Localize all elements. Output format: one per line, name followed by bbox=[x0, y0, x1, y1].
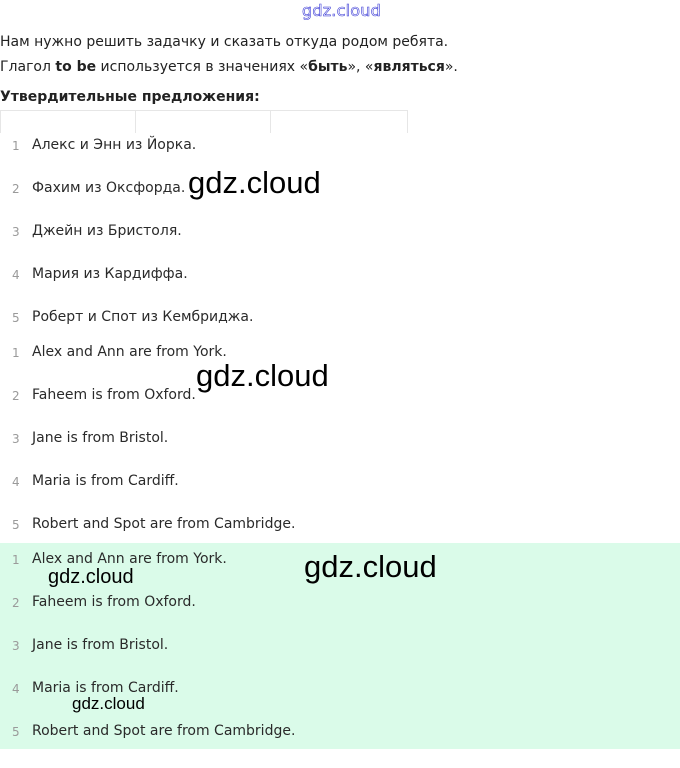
list-item bbox=[0, 596, 680, 639]
intro-line-2-bold-to-be: to be bbox=[55, 59, 97, 75]
list-item-text: Robert and Spot are from Cambridge. bbox=[32, 723, 296, 739]
russian-list bbox=[0, 131, 680, 341]
list-item-number: 3 bbox=[12, 639, 20, 653]
intro-line-2-suffix: ». bbox=[444, 59, 458, 75]
watermark: gdz.cloud bbox=[304, 549, 437, 584]
list-item bbox=[0, 389, 680, 432]
list-item-text: Роберт и Спот из Кембриджа. bbox=[32, 309, 254, 325]
table-col-1 bbox=[1, 111, 136, 133]
table-header-peek bbox=[0, 110, 408, 133]
list-item-text: Maria is from Cardiff. bbox=[32, 473, 179, 489]
list-item-text: Мария из Кардиффа. bbox=[32, 266, 188, 282]
intro-line-2 bbox=[0, 55, 680, 80]
intro-line-2-mid2: », « bbox=[347, 59, 374, 75]
list-item-text: Джейн из Бристоля. bbox=[32, 223, 182, 239]
list-item-number: 1 bbox=[12, 139, 20, 153]
intro-line-1: Нам нужно решить задачку и сказать откуда родом ребята. bbox=[0, 34, 449, 50]
table-col-3 bbox=[271, 111, 407, 133]
list-item-text: Алекс и Энн из Йорка. bbox=[32, 137, 197, 153]
list-item-text: Jane is from Bristol. bbox=[32, 430, 169, 446]
list-item bbox=[0, 139, 680, 182]
list-item-text: Alex and Ann are from York. bbox=[32, 551, 227, 567]
list-item-text: Jane is from Bristol. bbox=[32, 637, 169, 653]
list-item bbox=[0, 225, 680, 268]
table-col-2 bbox=[136, 111, 271, 133]
list-item-number: 5 bbox=[12, 518, 20, 532]
intro-line-2-mid: используется в значениях « bbox=[96, 59, 309, 75]
list-item-text: Maria is from Cardiff. bbox=[32, 680, 179, 696]
watermark: gdz.cloud bbox=[188, 165, 321, 200]
intro-line-2-prefix: Глагол bbox=[0, 59, 56, 75]
list-item-number: 1 bbox=[12, 346, 20, 360]
list-item-number: 4 bbox=[12, 475, 20, 489]
list-item-number: 2 bbox=[12, 182, 20, 196]
list-item-number: 5 bbox=[12, 311, 20, 325]
watermark: gdz.cloud bbox=[48, 566, 134, 588]
english-list bbox=[0, 338, 680, 544]
list-item-text: Alex and Ann are from York. bbox=[32, 344, 227, 360]
list-item-number: 2 bbox=[12, 389, 20, 403]
list-item-number: 4 bbox=[12, 682, 20, 696]
watermark: gdz.cloud bbox=[196, 358, 329, 393]
list-item bbox=[0, 432, 680, 475]
list-item-number: 3 bbox=[12, 432, 20, 446]
list-item bbox=[0, 639, 680, 682]
list-item-number: 3 bbox=[12, 225, 20, 239]
list-item bbox=[0, 346, 680, 389]
list-item-text: Faheem is from Oxford. bbox=[32, 387, 196, 403]
intro-line-2-bold-yavlyatsya: являться bbox=[373, 59, 445, 75]
list-item bbox=[0, 182, 680, 225]
list-item-number: 2 bbox=[12, 596, 20, 610]
watermark: gdz.cloud bbox=[72, 694, 145, 713]
list-item-number: 4 bbox=[12, 268, 20, 282]
intro-line-2-bold-byt: быть bbox=[308, 59, 348, 75]
list-item-text: Фахим из Оксфорда. bbox=[32, 180, 186, 196]
list-item bbox=[0, 725, 680, 768]
affirmative-heading: Утвердительные предложения: bbox=[0, 89, 260, 105]
list-item bbox=[0, 475, 680, 518]
list-item-text: Faheem is from Oxford. bbox=[32, 594, 196, 610]
list-item-number: 1 bbox=[12, 553, 20, 567]
intro-text bbox=[0, 30, 680, 80]
list-item bbox=[0, 268, 680, 311]
list-item-text: Robert and Spot are from Cambridge. bbox=[32, 516, 296, 532]
watermark-top: gdz.cloud bbox=[302, 1, 381, 20]
list-item-number: 5 bbox=[12, 725, 20, 739]
